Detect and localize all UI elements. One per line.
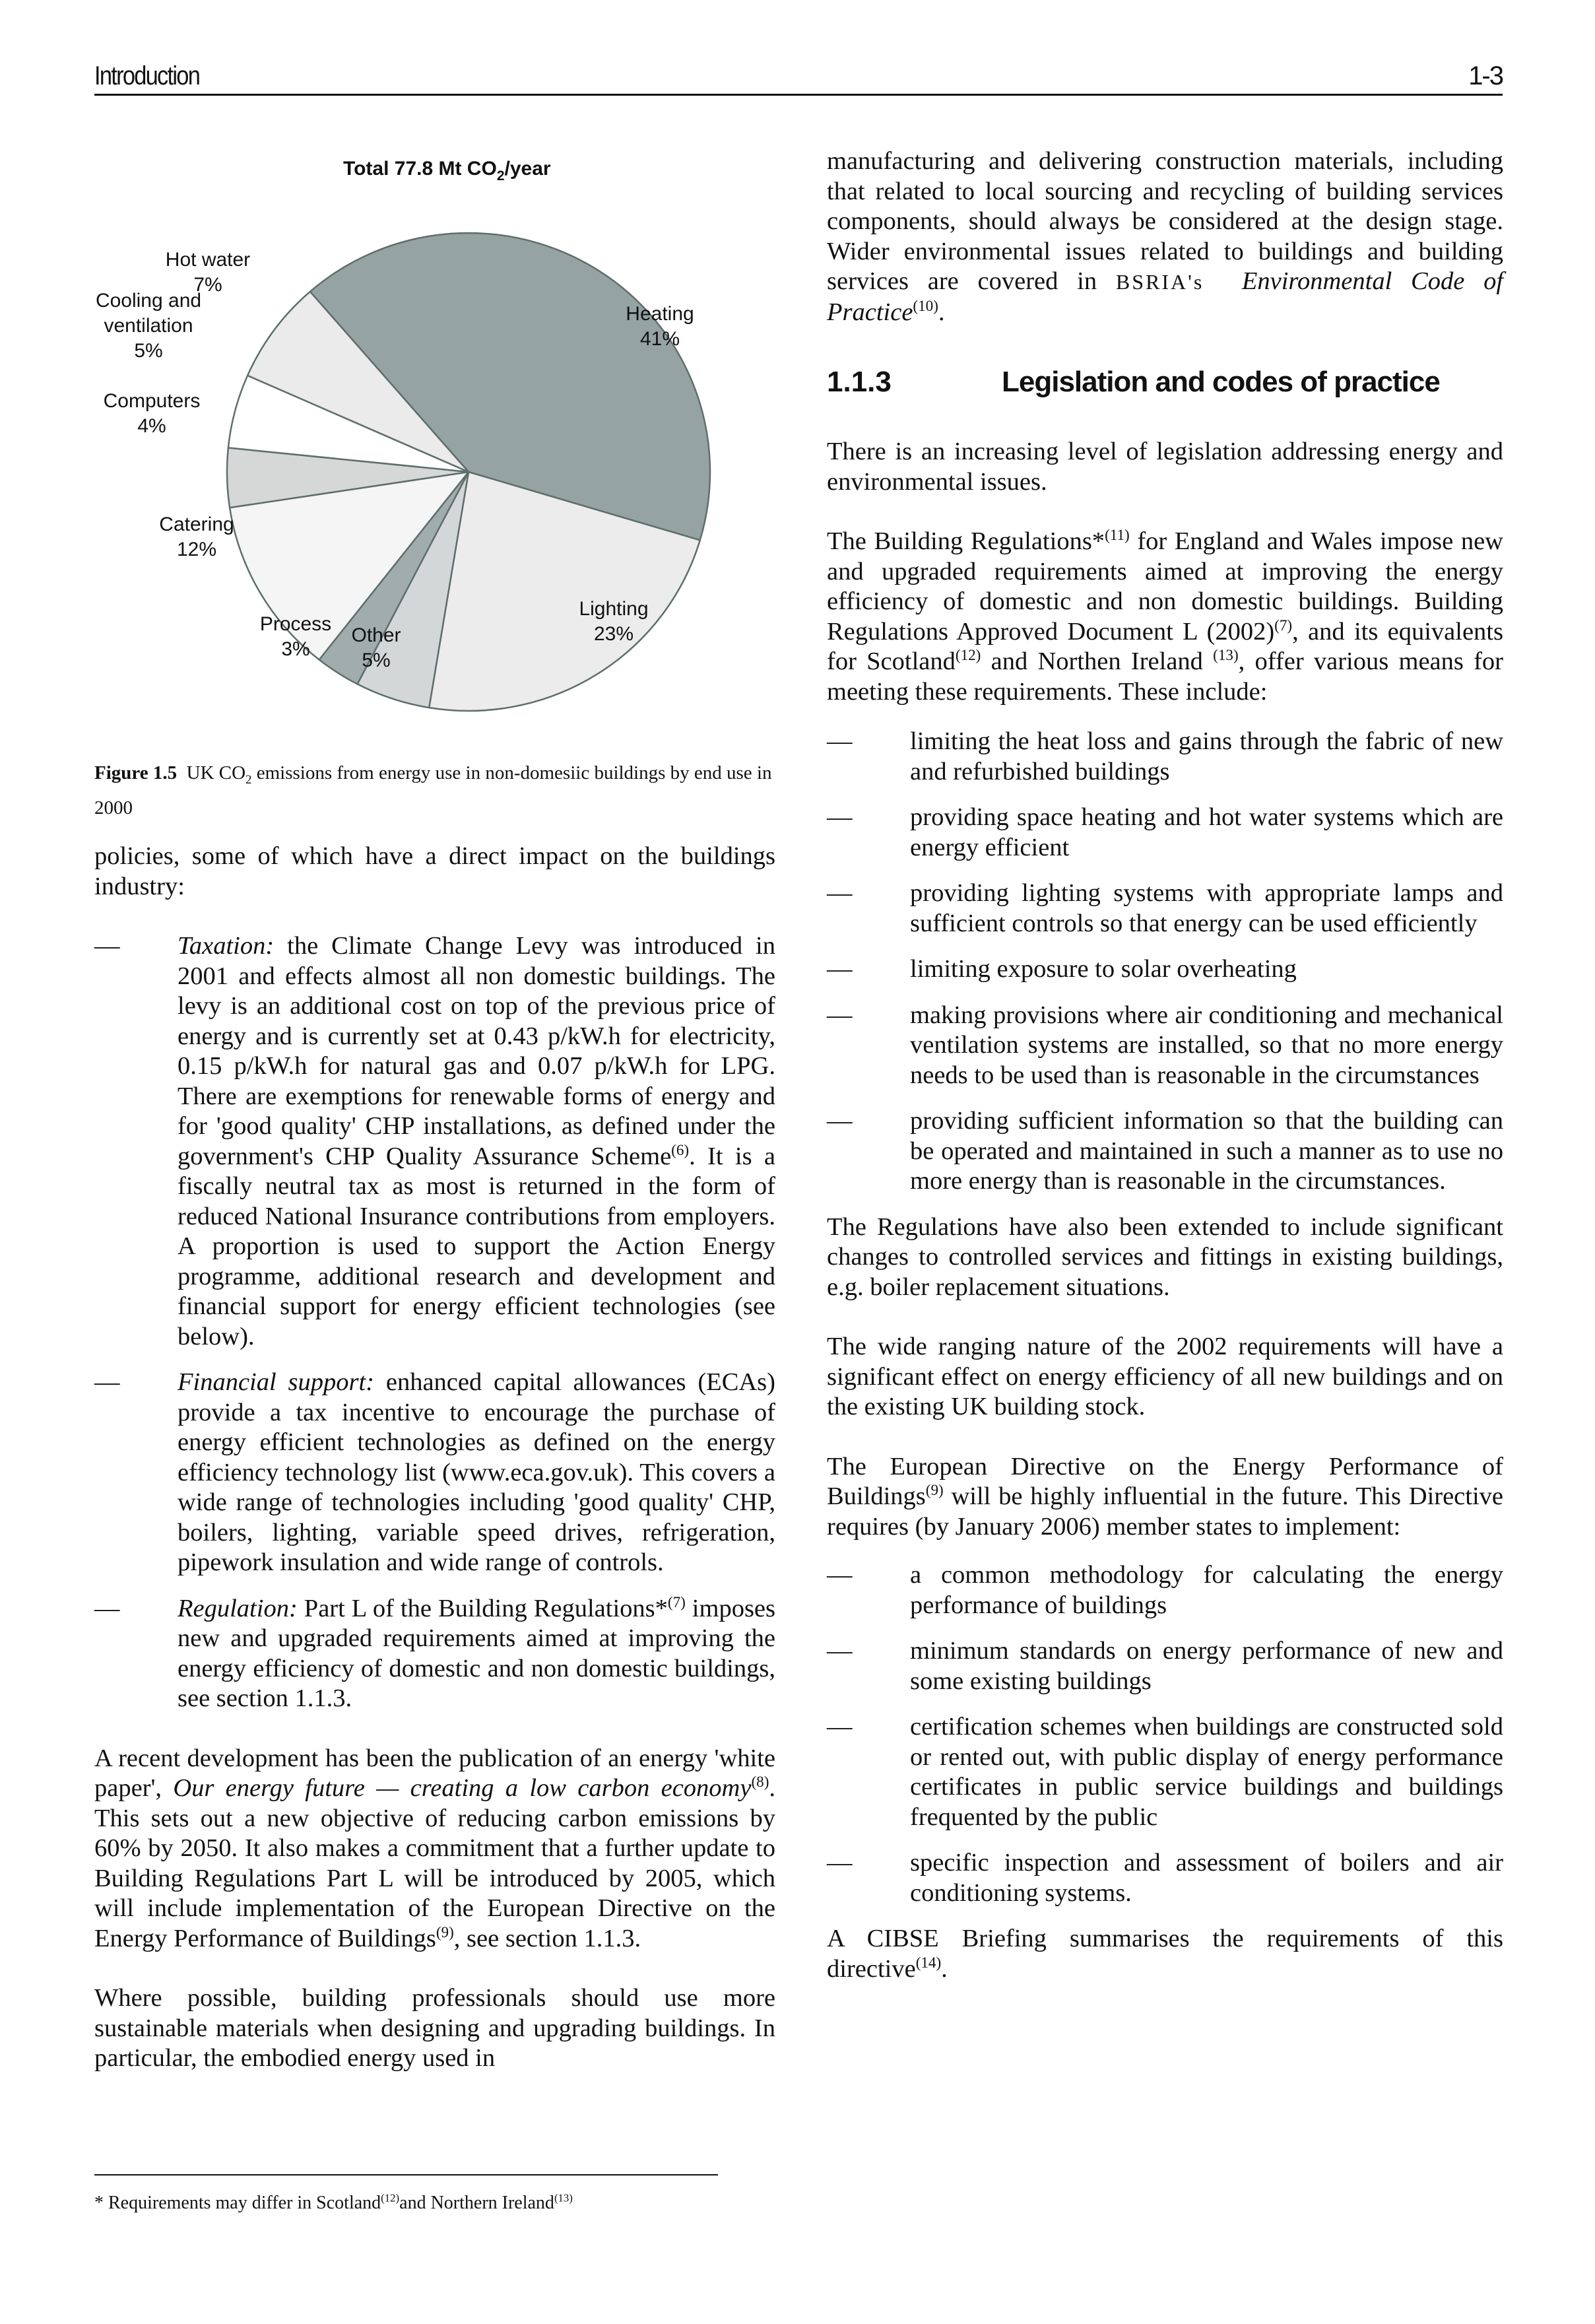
reference-mark: (13) [1213,646,1239,664]
figure-pie-chart [86,145,798,832]
list-item-text: providing lighting systems with appropriate lamps and sufficient controls so that energy can be used efficiently [910,879,1503,937]
bullet-lead: Financial support: [178,1368,375,1396]
bsria-name: BSRIA's [1115,270,1204,294]
reference-mark: (14) [915,1953,942,1971]
list-item-text: a common methodology for calculating the energy performance of buildings [910,1561,1503,1619]
header-section-title: Introduction [94,61,200,90]
bullet-financial-support [94,1368,775,1578]
caption-subscript: 2 [245,772,252,787]
para-wide-ranging: The wide ranging nature of the 2002 requirements will have a significant effect on energy efficiency of all new buildings and on the existing UK building stock. [827,1333,1503,1420]
para-text: The Building Regulations* [827,527,1105,555]
figure-caption [94,759,787,822]
regulation-requirements-list [827,727,1503,1197]
running-header [94,62,1503,96]
bullet-text-tail: imposes new and upgraded requirements aimed at improving the energy efficiency of domestic and non domestic buildings, see section 1.1.3. [178,1594,775,1712]
caption-label: Figure 1.5 [94,762,178,783]
list-item [827,954,1503,985]
pie-label-lighting: Lighting 23% [579,598,649,645]
reference-mark: (8) [751,1773,769,1791]
pie-label-computers: Computers 4% [103,390,201,437]
bullet-dash: — [827,803,853,831]
pie-label-other: Other 5% [351,624,401,671]
reference-mark: (7) [667,1593,686,1610]
bullet-text: the Climate Change Levy was introduced in 2001 and effects almost all non domestic buildings. The levy is an additional cost on top of the previous price of energy and is currently set at 0.43 p/kW.h for electricity, 0.15 p/kW.h for natural gas and 0.07 p/kW.h for LPG. There are exemptions for renewable forms of energy and for 'good quality' CHP installations, as defined under the government's CHP Quality Assurance Scheme [178,932,775,1170]
reference-mark: (10) [913,296,938,314]
reference-mark: (6) [671,1141,690,1158]
pie-label-process: Process 3% [259,613,332,660]
bullet-dash: — [827,727,853,755]
para-text: . This sets out a new objective of reducing carbon emissions by 60% by 2050. It also makes a commitment that a further update to Building Regulations Part L will be introduced by 2005, which will include implementation of the European Directive on the Energy Performance of Buildings [94,1774,776,1952]
bullet-dash: — [94,1594,120,1622]
para-text: A CIBSE Briefing summarises the requirements of this directive [827,1925,1503,1983]
para-regulations-extended: The Regulations have also been extended to include significant changes to controlled services and fittings in existing buildings, e.g. boiler replacement situations. [827,1212,1503,1301]
para-text: , see section 1.1.3. [453,1924,641,1952]
bullet-dash: — [827,879,853,907]
para-text: . [941,1954,948,1983]
list-item [827,1636,1503,1696]
bullet-text: enhanced capital allowances (ECAs) provide a tax incentive to encourage the purchase of energy efficient technologies as defined on the energy efficiency technology list (www.eca.gov.uk). This covers a wide range of technologies including 'good quality' CHP, boilers, lighting, variable speed drives, refrigeration, pipework insulation and wide range of controls. [178,1368,775,1576]
bullet-regulation [94,1594,775,1714]
list-item [827,1560,1503,1620]
reference-mark: (7) [1274,616,1293,634]
list-item-text: specific inspection and assessment of boilers and air conditioning systems. [910,1849,1503,1907]
list-item [827,1001,1503,1091]
footnote-divider [94,2174,718,2175]
para-construction-materials: manufacturing and delivering construction materials, including that related to local sourcing and recycling of building services components, should always be considered at the design stage. Wider environmental issues related to buildings and building services are covered in BSRIA's Environmental Code of Practice$^{(10)}$. [827,147,1504,326]
bullet-dash: — [827,1849,853,1876]
list-item-text: certification schemes when buildings are constructed sold or rented out, with public display of energy performance certificates in public service buildings and buildings frequented by the public [910,1713,1503,1831]
bullet-lead: Regulation: [178,1594,298,1622]
bullet-dash: — [827,1637,853,1665]
reference-mark: (9) [925,1481,944,1499]
list-item-text: limiting the heat loss and gains through the fabric of new and refurbished buildings [910,727,1503,785]
para-text: and Northen Ireland [981,647,1214,675]
list-item [827,879,1503,939]
directive-requirements-list [827,1560,1503,1908]
bullet-dash: — [94,1368,120,1396]
list-item-text: minimum standards on energy performance of new and some existing buildings [910,1637,1503,1695]
para-sustainable-materials: Where possible, building professionals should use more sustainable materials when designing and upgrading buildings. In particular, the embodied energy used in [94,1984,775,2072]
bullet-text: Part L of the Building Regulations* [304,1594,668,1622]
para-building-regulations [827,527,1503,707]
para-text: for England and Wales impose new and upgraded requirements aimed at improving the energy efficiency of domestic and non domestic buildings. Building Regulations Approved Document L (2002) [827,527,1503,646]
pie-label-hot-water: Hot water 7% [165,249,251,296]
bsria-publication-title: Environmental Code of Practice [827,267,1504,326]
chart-title: Total 77.8 Mt $CO_2$/year [343,158,551,183]
para-text: A recent development has been the publication of an energy 'white paper', [94,1744,775,1802]
section-number: 1.1.3 [827,366,892,398]
footnote-text: and Northern Ireland [399,2193,554,2213]
caption-text-post: emissions from energy use in non-domesiic buildings by end use in 2000 [94,762,772,818]
reference-mark: (12) [955,646,981,664]
list-item [827,727,1503,787]
list-item [827,803,1503,863]
bullet-dash: — [827,955,853,983]
section-heading [827,367,1503,407]
caption-text-pre: UK CO [186,762,246,783]
list-item [827,1712,1503,1832]
white-paper-title: Our energy future — creating a low carbon economy [173,1774,752,1802]
policies-intro: policies, some of which have a direct impact on the buildings industry: [94,842,775,900]
para-text: The European Directive on the Energy Performance of Buildings [827,1452,1503,1510]
header-page-number: 1-3 [1468,61,1503,90]
footnote [94,2193,573,2214]
bullet-text-tail: . It is a fiscally neutral tax as most is returned in the form of reduced National Insurance contributions from employers. A proportion is used to support the Action Energy programme, additional research and development and financial support for energy efficient technologies (see below). [178,1142,775,1350]
bullet-dash: — [827,1001,853,1029]
para-text: , and its equivalents for Scotland [827,617,1503,675]
bullet-dash: — [827,1107,853,1135]
bullet-dash: — [827,1561,853,1589]
left-column [94,842,775,2104]
right-column [827,147,1503,2014]
reference-mark: (13) [554,2191,573,2205]
bullet-lead: Taxation: [178,932,275,960]
para-text: , offer various means for meeting these requirements. These include: [827,647,1503,706]
para-legislation-intro: There is an increasing level of legislation addressing energy and environmental issues. [827,438,1503,496]
bullet-dash: — [94,932,120,960]
reference-mark: (11) [1105,526,1130,544]
para-white-paper [94,1744,775,1954]
para-european-directive [827,1452,1503,1543]
list-item-text: providing space heating and hot water systems which are energy efficient [910,803,1503,861]
reference-mark: (9) [436,1923,454,1941]
section-title: Legislation and codes of practice [1002,366,1440,398]
para-text: manufacturing and delivering construction materials, including that related to local sourcing and recycling of building services components, should always be considered at the design stage. Wider environmental issues related to buildings and building services are covered in [827,147,1503,295]
bullet-dash: — [827,1713,853,1741]
list-item-text: making provisions where air conditioning and mechanical ventilation systems are installed, so that no more energy needs to be used than is reasonable in the circumstances [910,1001,1503,1089]
footnote-text: * Requirements may differ in Scotland [94,2193,381,2213]
pie-label-heating: Heating 41% [626,303,694,350]
bullet-taxation [94,931,775,1352]
pie-chart-svg [86,145,798,766]
para-text: will be highly influential in the future. This Directive requires (by January 2006) member states to implement: [827,1482,1503,1541]
reference-mark: (12) [381,2191,400,2205]
list-item-text: providing sufficient information so that the building can be operated and maintained in such a manner as to use no more energy than is reasonable in the circumstances. [910,1107,1503,1195]
pie-label-cooling-and-ventilation: Cooling and ventilation 5% [95,290,202,362]
list-item [827,1106,1503,1197]
list-item-text: limiting exposure to solar overheating [910,955,1297,983]
pie-label-catering: Catering 12% [159,514,234,560]
para-cibse-briefing [827,1924,1503,1984]
list-item [827,1848,1503,1908]
